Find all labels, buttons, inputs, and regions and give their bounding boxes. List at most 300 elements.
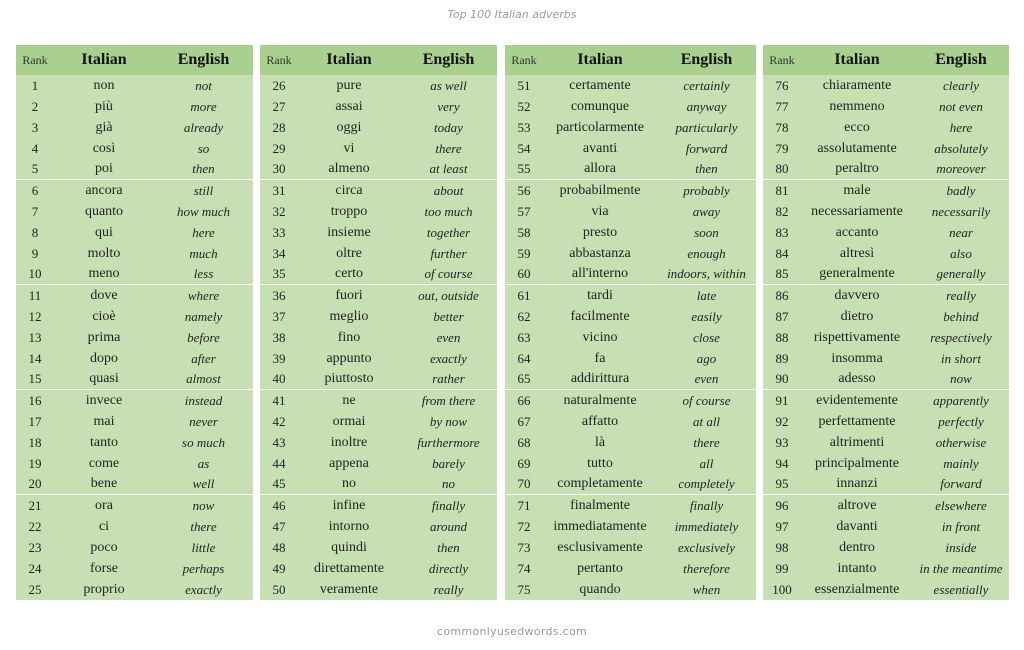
english-cell: elsewhere: [935, 497, 987, 513]
table-row: [763, 474, 1009, 495]
english-cell: exactly: [430, 350, 467, 366]
italian-cell: abbastanza: [569, 245, 631, 261]
english-cell: forward: [940, 476, 982, 491]
english-cell: particularly: [675, 119, 738, 135]
italian-cell: tardi: [587, 287, 613, 303]
header-english: English: [422, 51, 475, 68]
italian-cell: accanto: [835, 224, 879, 240]
rank-cell: 74: [517, 560, 531, 576]
rank-cell: 18: [28, 434, 42, 450]
italian-cell: esclusivamente: [557, 539, 643, 555]
rank-cell: 17: [28, 413, 42, 429]
italian-cell: come: [88, 455, 120, 471]
table-row: [763, 75, 1009, 96]
rank-cell: 47: [272, 518, 286, 534]
table-row: [505, 264, 756, 285]
table-row: [505, 201, 756, 222]
italian-cell: tutto: [587, 455, 613, 471]
english-cell: so: [197, 140, 210, 156]
table-row: [505, 222, 756, 243]
table-row: [763, 159, 1009, 180]
rank-cell: 26: [272, 77, 286, 93]
rank-cell: 46: [272, 497, 286, 513]
table-row: [505, 243, 756, 264]
rank-cell: 63: [517, 329, 531, 345]
rank-cell: 37: [272, 308, 286, 324]
rank-cell: 72: [517, 518, 531, 534]
rank-cell: 39: [272, 350, 286, 366]
table-row: [505, 159, 756, 180]
table-row: [16, 453, 253, 474]
italian-cell: davanti: [836, 518, 878, 534]
rank-cell: 88: [775, 329, 789, 345]
english-cell: exactly: [185, 581, 222, 597]
rank-cell: 85: [775, 266, 789, 281]
english-cell: finally: [689, 497, 724, 513]
rank-cell: 60: [517, 266, 531, 281]
table-row: [260, 285, 497, 306]
rank-cell: 79: [775, 140, 789, 156]
english-cell: then: [192, 161, 215, 176]
table-row: [763, 537, 1009, 558]
italian-cell: così: [92, 140, 116, 156]
italian-cell: ne: [342, 392, 356, 408]
rank-cell: 62: [517, 308, 531, 324]
italian-cell: non: [93, 77, 115, 93]
english-cell: almost: [186, 371, 221, 386]
english-cell: very: [437, 98, 460, 114]
rank-cell: 5: [31, 161, 39, 176]
italian-cell: assolutamente: [817, 140, 897, 156]
english-cell: behind: [943, 308, 979, 324]
italian-cell: proprio: [83, 581, 125, 597]
rank-cell: 56: [517, 182, 531, 198]
table-row: [16, 201, 253, 222]
english-cell: after: [191, 350, 216, 366]
italian-cell: già: [95, 119, 113, 135]
italian-cell: meglio: [329, 308, 369, 324]
table-row: [763, 285, 1009, 306]
english-cell: already: [183, 119, 224, 135]
italian-cell: rispettivamente: [813, 329, 901, 345]
english-cell: little: [191, 539, 216, 555]
table-row: [260, 411, 497, 432]
english-cell: of course: [682, 392, 731, 408]
english-cell: barely: [432, 455, 465, 471]
table-row: [763, 327, 1009, 348]
table-row: [260, 369, 497, 390]
table-row: [16, 306, 253, 327]
table-row: [763, 432, 1009, 453]
english-cell: no: [442, 476, 455, 491]
italian-cell: vicino: [582, 329, 618, 345]
rank-cell: 8: [31, 224, 39, 240]
english-cell: anyway: [686, 98, 727, 114]
table-row: [505, 180, 756, 201]
italian-cell: comunque: [570, 98, 630, 114]
english-cell: instead: [184, 392, 223, 408]
table-row: [763, 558, 1009, 579]
italian-cell: quanto: [84, 203, 124, 219]
table-row: [763, 306, 1009, 327]
table-row: [505, 516, 756, 537]
rank-cell: 83: [775, 224, 789, 240]
rank-cell: 96: [775, 497, 789, 513]
italian-cell: fuori: [335, 287, 363, 303]
rank-cell: 97: [775, 518, 789, 534]
table-row: [763, 579, 1009, 600]
table-row: [260, 390, 497, 411]
rank-cell: 49: [272, 560, 286, 576]
english-cell: inside: [945, 539, 977, 555]
table-row: [260, 243, 497, 264]
table-row: [16, 516, 253, 537]
rank-cell: 59: [517, 245, 531, 261]
italian-cell: meno: [88, 266, 120, 281]
english-cell: all: [699, 455, 714, 471]
english-cell: even: [694, 371, 719, 386]
rank-cell: 16: [28, 392, 42, 408]
english-cell: today: [434, 119, 463, 135]
english-cell: late: [696, 287, 717, 303]
header-italian: Italian: [834, 51, 880, 68]
table-row: [16, 138, 253, 159]
italian-cell: essenzialmente: [814, 581, 900, 597]
rank-cell: 94: [775, 455, 789, 471]
rank-cell: 68: [517, 434, 531, 450]
english-cell: immediately: [674, 518, 739, 534]
english-cell: so much: [182, 434, 225, 450]
english-cell: certainly: [683, 77, 730, 93]
table-row: [505, 432, 756, 453]
table-row: [505, 285, 756, 306]
rank-cell: 95: [775, 476, 789, 491]
table-row: [505, 327, 756, 348]
italian-cell: particolarmente: [556, 119, 644, 135]
rank-cell: 10: [28, 266, 42, 281]
table-row: [260, 516, 497, 537]
italian-cell: altresì: [839, 245, 875, 261]
adverb-table-3: [505, 45, 756, 600]
english-cell: when: [692, 581, 721, 597]
english-cell: easily: [691, 308, 722, 324]
table-row: [260, 306, 497, 327]
table-row: [505, 453, 756, 474]
italian-cell: direttamente: [314, 560, 384, 576]
table-header: [260, 45, 497, 75]
italian-cell: insomma: [831, 350, 883, 366]
english-cell: in short: [940, 350, 982, 366]
table-row: [260, 558, 497, 579]
rank-cell: 12: [28, 308, 42, 324]
italian-cell: mai: [93, 413, 115, 429]
header-rank: Rank: [266, 52, 292, 67]
table-row: [505, 390, 756, 411]
italian-cell: almeno: [328, 161, 370, 176]
italian-cell: presto: [582, 224, 618, 240]
table-row: [16, 117, 253, 138]
english-cell: never: [189, 413, 218, 429]
italian-cell: certo: [335, 266, 363, 281]
table-row: [505, 537, 756, 558]
rank-cell: 84: [775, 245, 789, 261]
english-cell: then: [437, 539, 460, 555]
italian-cell: poco: [90, 539, 118, 555]
italian-cell: completamente: [557, 476, 643, 491]
header-english: English: [680, 51, 733, 68]
italian-cell: troppo: [330, 203, 368, 219]
table-row: [260, 222, 497, 243]
english-cell: completely: [678, 476, 735, 491]
table-row: [505, 306, 756, 327]
english-cell: still: [193, 182, 214, 198]
table-row: [505, 474, 756, 495]
table-row: [16, 159, 253, 180]
english-cell: indoors, within: [667, 266, 746, 281]
english-cell: also: [950, 245, 972, 261]
table-row: [260, 579, 497, 600]
english-cell: of course: [424, 266, 473, 281]
rank-cell: 55: [517, 161, 531, 176]
table-row: [763, 138, 1009, 159]
english-cell: rather: [432, 371, 465, 386]
italian-cell: oltre: [336, 245, 362, 261]
italian-cell: appunto: [326, 350, 372, 366]
rank-cell: 14: [28, 350, 42, 366]
table-row: [16, 432, 253, 453]
header-italian: Italian: [326, 51, 372, 68]
english-cell: near: [949, 224, 973, 240]
english-cell: there: [190, 518, 217, 534]
rank-cell: 35: [272, 266, 286, 281]
rank-cell: 92: [775, 413, 789, 429]
table-row: [16, 558, 253, 579]
english-cell: respectively: [930, 329, 992, 345]
rank-cell: 71: [517, 497, 531, 513]
english-cell: well: [192, 476, 215, 491]
italian-cell: adesso: [838, 371, 876, 386]
english-cell: not even: [939, 98, 983, 114]
english-cell: close: [693, 329, 720, 345]
header-english: English: [935, 51, 987, 68]
adverb-table-4: [763, 45, 1009, 600]
rank-cell: 6: [31, 182, 39, 198]
table-row: [505, 96, 756, 117]
italian-cell: evidentemente: [816, 392, 898, 408]
rank-cell: 70: [517, 476, 531, 491]
rank-cell: 82: [775, 203, 789, 219]
table-row: [763, 180, 1009, 201]
rank-cell: 1: [31, 77, 39, 93]
rank-cell: 98: [775, 539, 789, 555]
table-row: [16, 369, 253, 390]
italian-cell: certamente: [569, 77, 631, 93]
italian-cell: là: [594, 434, 606, 450]
table-row: [16, 495, 253, 516]
table-row: [16, 348, 253, 369]
table-row: [763, 96, 1009, 117]
english-cell: together: [426, 224, 471, 240]
english-cell: directly: [428, 560, 469, 576]
italian-cell: inoltre: [330, 434, 368, 450]
rank-cell: 58: [517, 224, 531, 240]
table-row: [505, 369, 756, 390]
italian-cell: ora: [95, 497, 113, 513]
italian-cell: vi: [343, 140, 355, 156]
rank-cell: 31: [272, 182, 286, 198]
english-cell: better: [433, 308, 464, 324]
header-rank: Rank: [22, 52, 48, 67]
table-row: [260, 138, 497, 159]
rank-cell: 19: [28, 455, 42, 471]
italian-cell: poi: [95, 161, 113, 176]
english-cell: out, outside: [418, 287, 479, 303]
rank-cell: 28: [272, 119, 286, 135]
rank-cell: 13: [28, 329, 42, 345]
english-cell: forward: [685, 140, 728, 156]
table-row: [260, 327, 497, 348]
rank-cell: 4: [31, 140, 39, 156]
italian-cell: dentro: [839, 539, 875, 555]
italian-cell: dietro: [840, 308, 874, 324]
english-cell: generally: [936, 266, 986, 281]
rank-cell: 27: [272, 98, 286, 114]
table-row: [16, 243, 253, 264]
rank-cell: 64: [517, 350, 531, 366]
english-cell: there: [435, 140, 462, 156]
italian-cell: innanzi: [836, 476, 878, 491]
english-cell: more: [190, 98, 217, 114]
table-row: [505, 579, 756, 600]
rank-cell: 25: [28, 581, 42, 597]
italian-cell: naturalmente: [563, 392, 637, 408]
header-rank: Rank: [769, 52, 795, 67]
italian-cell: davvero: [834, 287, 880, 303]
rank-cell: 75: [517, 581, 531, 597]
adverb-table-1: [16, 45, 253, 600]
table-row: [505, 558, 756, 579]
table-row: [763, 348, 1009, 369]
table-row: [260, 474, 497, 495]
italian-cell: quindi: [331, 539, 367, 555]
italian-cell: quasi: [89, 371, 119, 386]
italian-cell: assai: [335, 98, 363, 114]
italian-cell: immediatamente: [553, 518, 647, 534]
table-header: [16, 45, 253, 75]
italian-cell: intanto: [837, 560, 877, 576]
rank-cell: 38: [272, 329, 286, 345]
italian-cell: via: [591, 203, 609, 219]
table-row: [16, 180, 253, 201]
english-cell: before: [187, 329, 220, 345]
english-cell: here: [949, 119, 973, 135]
english-cell: otherwise: [935, 434, 987, 450]
table-row: [763, 390, 1009, 411]
table-row: [260, 348, 497, 369]
english-cell: in front: [941, 518, 981, 534]
english-cell: in the meantime: [919, 560, 1003, 576]
italian-cell: oggi: [336, 119, 362, 135]
rank-cell: 91: [775, 392, 789, 408]
table-row: [260, 432, 497, 453]
italian-cell: molto: [87, 245, 121, 261]
english-cell: now: [950, 371, 972, 386]
rank-cell: 43: [272, 434, 286, 450]
italian-cell: ormai: [332, 413, 366, 429]
english-cell: badly: [946, 182, 976, 198]
header-english: English: [177, 51, 230, 68]
italian-cell: invece: [85, 392, 123, 408]
rank-cell: 29: [272, 140, 286, 156]
rank-cell: 69: [517, 455, 531, 471]
rank-cell: 21: [28, 497, 42, 513]
english-cell: at least: [429, 161, 468, 176]
rank-cell: 65: [517, 371, 531, 386]
english-cell: now: [192, 497, 215, 513]
english-cell: too much: [424, 203, 473, 219]
english-cell: perhaps: [182, 560, 225, 576]
rank-cell: 48: [272, 539, 286, 555]
italian-cell: prima: [87, 329, 121, 345]
rank-cell: 99: [775, 560, 789, 576]
english-cell: how much: [176, 203, 231, 219]
table-row: [763, 453, 1009, 474]
table-row: [505, 138, 756, 159]
header-italian: Italian: [81, 51, 127, 68]
rank-cell: 66: [517, 392, 531, 408]
rank-cell: 50: [272, 581, 286, 597]
rank-cell: 41: [272, 392, 286, 408]
italian-cell: probabilmente: [559, 182, 641, 198]
rank-cell: 86: [775, 287, 789, 303]
table-row: [260, 117, 497, 138]
rank-cell: 51: [517, 77, 531, 93]
english-cell: mainly: [943, 455, 979, 471]
rank-cell: 76: [775, 77, 789, 93]
rank-cell: 30: [272, 161, 286, 176]
rank-cell: 36: [272, 287, 286, 303]
table-row: [16, 579, 253, 600]
table-row: [505, 348, 756, 369]
table-row: [260, 495, 497, 516]
english-cell: exclusively: [677, 539, 735, 555]
italian-cell: infine: [332, 497, 366, 513]
english-cell: therefore: [683, 560, 730, 576]
rank-cell: 15: [28, 371, 42, 386]
italian-cell: all'interno: [571, 266, 629, 281]
italian-cell: pertanto: [577, 560, 623, 576]
rank-cell: 7: [31, 203, 39, 219]
english-cell: really: [946, 287, 976, 303]
rank-cell: 57: [517, 203, 531, 219]
table-row: [763, 369, 1009, 390]
italian-cell: ci: [98, 518, 110, 534]
italian-cell: chiaramente: [822, 77, 892, 93]
english-cell: finally: [431, 497, 466, 513]
italian-cell: bene: [90, 476, 118, 491]
italian-cell: principalmente: [815, 455, 899, 471]
italian-cell: più: [95, 98, 113, 114]
table-row: [505, 411, 756, 432]
table-row: [505, 117, 756, 138]
italian-cell: fino: [337, 329, 361, 345]
adverb-tables: [0, 45, 1024, 601]
english-cell: away: [692, 203, 721, 219]
rank-cell: 34: [272, 245, 286, 261]
italian-cell: altrove: [837, 497, 877, 513]
italian-cell: forse: [90, 560, 118, 576]
table-header: [505, 45, 756, 75]
